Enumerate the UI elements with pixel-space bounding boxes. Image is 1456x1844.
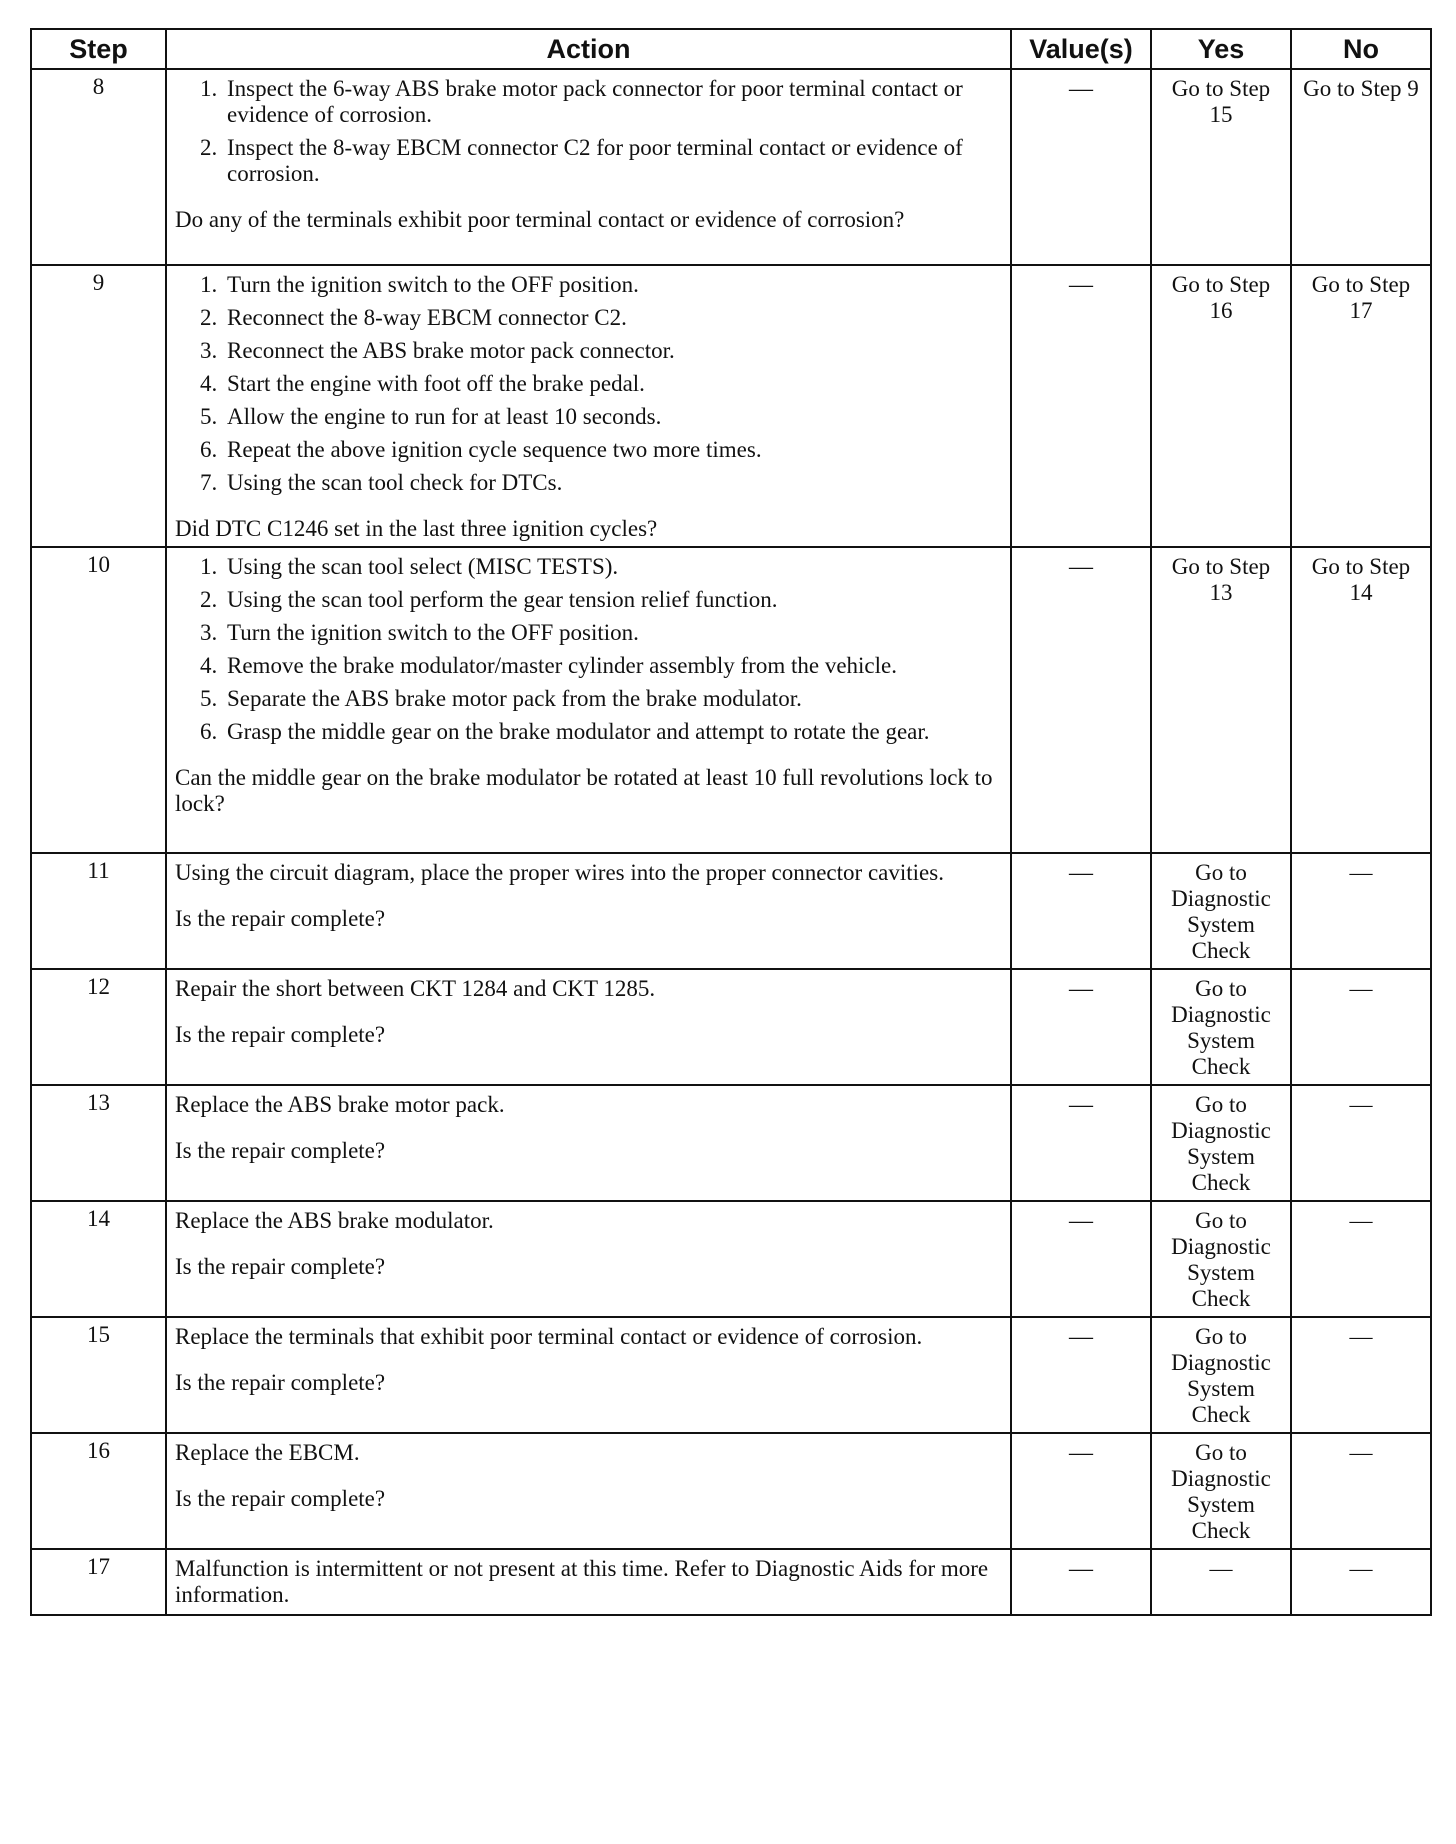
table-row — [31, 1317, 1431, 1433]
value-cell — [1011, 853, 1151, 969]
header-no: No — [1291, 29, 1431, 69]
table-row — [31, 1201, 1431, 1317]
table-row — [31, 1085, 1431, 1201]
diagnostic-table — [30, 28, 1432, 1616]
table-row — [31, 69, 1431, 265]
action-step-item: 2. Using the scan tool perform the gear tension relief function. — [223, 587, 1002, 613]
value-cell — [1011, 547, 1151, 853]
action-step-item: 1. Inspect the 6-way ABS brake motor pack connector for poor terminal contact or evidence of corrosion. — [223, 76, 1002, 128]
no-cell: — — [1291, 969, 1431, 1085]
no-cell: — — [1291, 1317, 1431, 1433]
action-cell — [166, 1317, 1011, 1433]
action-question: Do any of the terminals exhibit poor terminal contact or evidence of corrosion? — [175, 207, 905, 232]
table-row — [31, 1549, 1431, 1615]
step-number: 14 — [31, 1201, 166, 1317]
document-page — [30, 28, 1430, 1616]
yes-cell: Go to Diagnostic System Check — [1151, 1433, 1291, 1549]
header-yes: Yes — [1151, 29, 1291, 69]
action-question: Is the repair complete? — [175, 1138, 386, 1163]
action-text: Using the circuit diagram, place the proper wires into the proper connector cavities. — [175, 860, 944, 885]
action-step-item: 1. Turn the ignition switch to the OFF position. — [223, 272, 1002, 298]
action-question: Did DTC C1246 set in the last three ignition cycles? — [175, 516, 658, 541]
action-question: Is the repair complete? — [175, 1254, 386, 1279]
action-steps-list — [175, 272, 1002, 496]
table-row — [31, 1433, 1431, 1549]
action-question: Can the middle gear on the brake modulator be rotated at least 10 full revolutions lock to lock? — [175, 765, 993, 816]
action-cell — [166, 1201, 1011, 1317]
action-step-item: 3. Reconnect the ABS brake motor pack connector. — [223, 338, 1002, 364]
value-text: — — [1069, 976, 1093, 1002]
action-cell — [166, 853, 1011, 969]
value-text: — — [1069, 76, 1093, 102]
header-action: Action — [166, 29, 1011, 69]
action-cell — [166, 1433, 1011, 1549]
action-cell — [166, 1085, 1011, 1201]
table-row — [31, 547, 1431, 853]
yes-cell: Go to Step 13 — [1151, 547, 1291, 853]
yes-cell: Go to Diagnostic System Check — [1151, 1317, 1291, 1433]
yes-cell: Go to Diagnostic System Check — [1151, 969, 1291, 1085]
yes-cell: — — [1151, 1549, 1291, 1615]
no-cell: — — [1291, 853, 1431, 969]
step-number: 15 — [31, 1317, 166, 1433]
value-text: — — [1069, 1324, 1093, 1350]
table-row — [31, 969, 1431, 1085]
step-number: 11 — [31, 853, 166, 969]
value-text: — — [1069, 272, 1093, 298]
table-row — [31, 853, 1431, 969]
yes-cell: Go to Step 16 — [1151, 265, 1291, 547]
value-text: — — [1069, 554, 1093, 580]
value-cell — [1011, 1549, 1151, 1615]
action-text: Repair the short between CKT 1284 and CKT 1285. — [175, 976, 656, 1001]
table-body — [31, 69, 1431, 1615]
action-question: Is the repair complete? — [175, 906, 386, 931]
yes-cell: Go to Diagnostic System Check — [1151, 1201, 1291, 1317]
step-number: 8 — [31, 69, 166, 265]
no-cell: — — [1291, 1549, 1431, 1615]
action-step-item: 1. Using the scan tool select (MISC TESTS). — [223, 554, 1002, 580]
value-text: — — [1069, 1440, 1093, 1466]
table-row — [31, 265, 1431, 547]
action-text: Replace the ABS brake motor pack. — [175, 1092, 505, 1117]
value-cell — [1011, 969, 1151, 1085]
yes-cell: Go to Diagnostic System Check — [1151, 1085, 1291, 1201]
value-cell — [1011, 69, 1151, 265]
no-cell: Go to Step 17 — [1291, 265, 1431, 547]
table-header-row — [31, 29, 1431, 69]
value-text: — — [1069, 1208, 1093, 1234]
action-steps-list — [175, 554, 1002, 745]
step-number: 12 — [31, 969, 166, 1085]
header-step: Step — [31, 29, 166, 69]
no-cell: Go to Step 9 — [1291, 69, 1431, 265]
action-cell — [166, 265, 1011, 547]
action-question: Is the repair complete? — [175, 1022, 386, 1047]
action-cell — [166, 969, 1011, 1085]
value-text: — — [1069, 1556, 1093, 1582]
no-cell: — — [1291, 1085, 1431, 1201]
action-text: Replace the terminals that exhibit poor terminal contact or evidence of corrosion. — [175, 1324, 923, 1349]
action-step-item: 5. Separate the ABS brake motor pack from the brake modulator. — [223, 686, 1002, 712]
action-question: Is the repair complete? — [175, 1486, 386, 1511]
step-number: 9 — [31, 265, 166, 547]
action-text: Replace the ABS brake modulator. — [175, 1208, 494, 1233]
action-step-item: 7. Using the scan tool check for DTCs. — [223, 470, 1002, 496]
step-number: 10 — [31, 547, 166, 853]
action-step-item: 4. Start the engine with foot off the brake pedal. — [223, 371, 1002, 397]
value-cell — [1011, 1201, 1151, 1317]
value-cell — [1011, 1085, 1151, 1201]
yes-cell: Go to Diagnostic System Check — [1151, 853, 1291, 969]
step-number: 16 — [31, 1433, 166, 1549]
action-cell — [166, 69, 1011, 265]
value-cell — [1011, 1433, 1151, 1549]
value-text: — — [1069, 1092, 1093, 1118]
value-cell — [1011, 265, 1151, 547]
step-number: 13 — [31, 1085, 166, 1201]
action-step-item: 6. Grasp the middle gear on the brake modulator and attempt to rotate the gear. — [223, 719, 1002, 745]
step-number: 17 — [31, 1549, 166, 1615]
action-step-item: 4. Remove the brake modulator/master cylinder assembly from the vehicle. — [223, 653, 1002, 679]
action-question: Is the repair complete? — [175, 1370, 386, 1395]
value-text: — — [1069, 860, 1093, 886]
action-step-item: 3. Turn the ignition switch to the OFF position. — [223, 620, 1002, 646]
action-cell — [166, 547, 1011, 853]
no-cell: Go to Step 14 — [1291, 547, 1431, 853]
no-cell: — — [1291, 1201, 1431, 1317]
yes-cell: Go to Step 15 — [1151, 69, 1291, 265]
header-values: Value(s) — [1011, 29, 1151, 69]
action-step-item: 2. Reconnect the 8-way EBCM connector C2. — [223, 305, 1002, 331]
action-text: Malfunction is intermittent or not present at this time. Refer to Diagnostic Aids for more information. — [175, 1556, 989, 1607]
action-step-item: 5. Allow the engine to run for at least 10 seconds. — [223, 404, 1002, 430]
action-step-item: 2. Inspect the 8-way EBCM connector C2 for poor terminal contact or evidence of corrosion. — [223, 135, 1002, 187]
action-step-item: 6. Repeat the above ignition cycle sequence two more times. — [223, 437, 1002, 463]
no-cell: — — [1291, 1433, 1431, 1549]
action-steps-list — [175, 76, 1002, 187]
action-cell — [166, 1549, 1011, 1615]
action-text: Replace the EBCM. — [175, 1440, 360, 1465]
value-cell — [1011, 1317, 1151, 1433]
